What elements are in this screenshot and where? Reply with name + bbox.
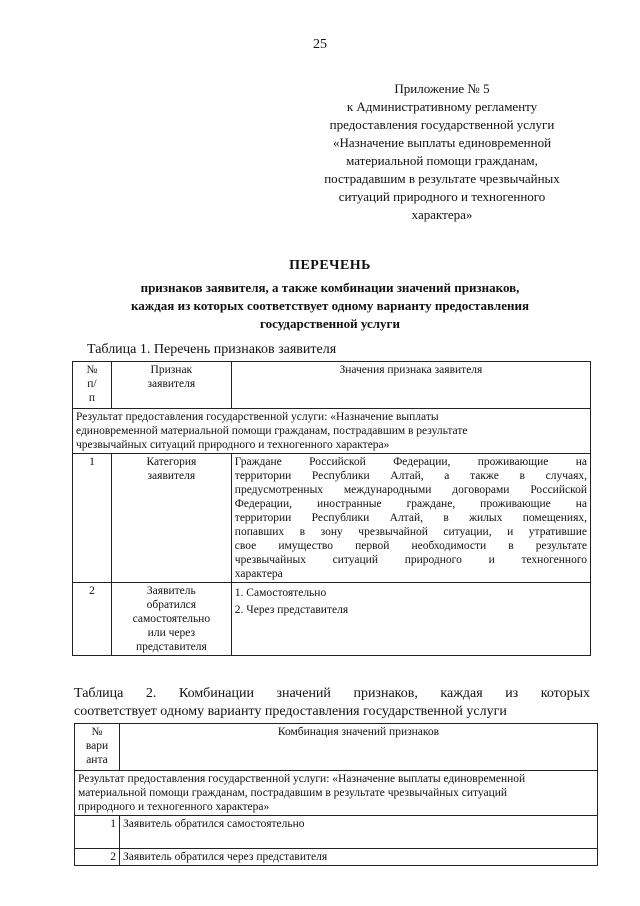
row-feature: Категория заявителя <box>111 454 231 583</box>
row-num: 1 <box>73 454 112 583</box>
row-feature: Заявитель обратился самостоятельно или через представителя <box>111 583 231 656</box>
table-result-row <box>73 409 591 454</box>
row-combination: Заявитель обратился самостоятельно <box>119 816 597 849</box>
subtitle-line: государственной услуги <box>260 316 400 331</box>
table-row <box>73 583 591 656</box>
row-num: 2 <box>73 583 112 656</box>
header-feature: Признак заявителя <box>111 362 231 409</box>
row-values: Граждане Российской Федерации, проживающие на территории Республики Алтай, а также в случаях, предусмотренных международными договорами Российской Федерации, иностранные граждане, проживающие на территории Республики Алтай, в жилых помещениях, попавших в зону чрезвычайной ситуации, и утратившие свое имущество первой необходимости в результате чрезвычайных ситуаций природного и техногенного характера <box>231 454 590 583</box>
result-cell: Результат предоставления государственной услуги: «Назначение выплаты единовременной материальной помощи гражданам, пострадавшим в результате чрезвычайных ситуаций природного и техногенного характера» <box>75 771 598 816</box>
header-combination: Комбинация значений признаков <box>119 724 597 771</box>
appendix-line: ситуаций природного и техногенного <box>338 189 546 204</box>
appendix-line: к Административному регламенту <box>346 99 538 114</box>
row-num: 2 <box>75 849 120 866</box>
table1-caption: Таблица 1. Перечень признаков заявителя <box>87 342 337 357</box>
document-title: ПЕРЕЧЕНЬ <box>289 258 371 273</box>
subtitle-line: признаков заявителя, а также комбинации значений признаков, <box>140 280 520 295</box>
table-feature-combinations <box>74 723 598 866</box>
document-subtitle <box>70 279 590 333</box>
table-row <box>75 816 598 849</box>
row-values: 1. Самостоятельно 2. Через представителя <box>231 583 590 656</box>
table-row <box>73 454 591 583</box>
appendix-line: предоставления государственной услуги <box>329 117 555 132</box>
table-header-row <box>73 362 591 409</box>
appendix-line: пострадавшим в результате чрезвычайных <box>324 171 560 186</box>
table-header-row <box>75 724 598 771</box>
subtitle-line: каждая из которых соответствует одному варианту предоставления <box>131 298 529 313</box>
appendix-header <box>292 80 592 224</box>
header-variant-num: № вари анта <box>75 724 120 771</box>
appendix-line: материальной помощи гражданам, <box>346 153 538 168</box>
appendix-line: Приложение № 5 <box>394 81 490 96</box>
table-row <box>75 849 598 866</box>
row-num: 1 <box>75 816 120 849</box>
row-combination: Заявитель обратился через представителя <box>119 849 597 866</box>
result-cell: Результат предоставления государственной услуги: «Назначение выплаты единовременной материальной помощи гражданам, пострадавшим в результате чрезвычайных ситуаций природного и техногенного характера» <box>73 409 591 454</box>
header-num: № п/ п <box>73 362 112 409</box>
header-values: Значения признака заявителя <box>231 362 590 409</box>
table-applicant-features <box>72 361 591 656</box>
table-result-row <box>75 771 598 816</box>
appendix-line: характера» <box>411 207 473 222</box>
table2-caption: Таблица 2. Комбинации значений признаков, каждая из которых соответствует одному варианту предоставления государственной услуги <box>74 686 590 719</box>
page-number: 25 <box>313 37 327 52</box>
appendix-line: «Назначение выплаты единовременной <box>332 135 552 150</box>
